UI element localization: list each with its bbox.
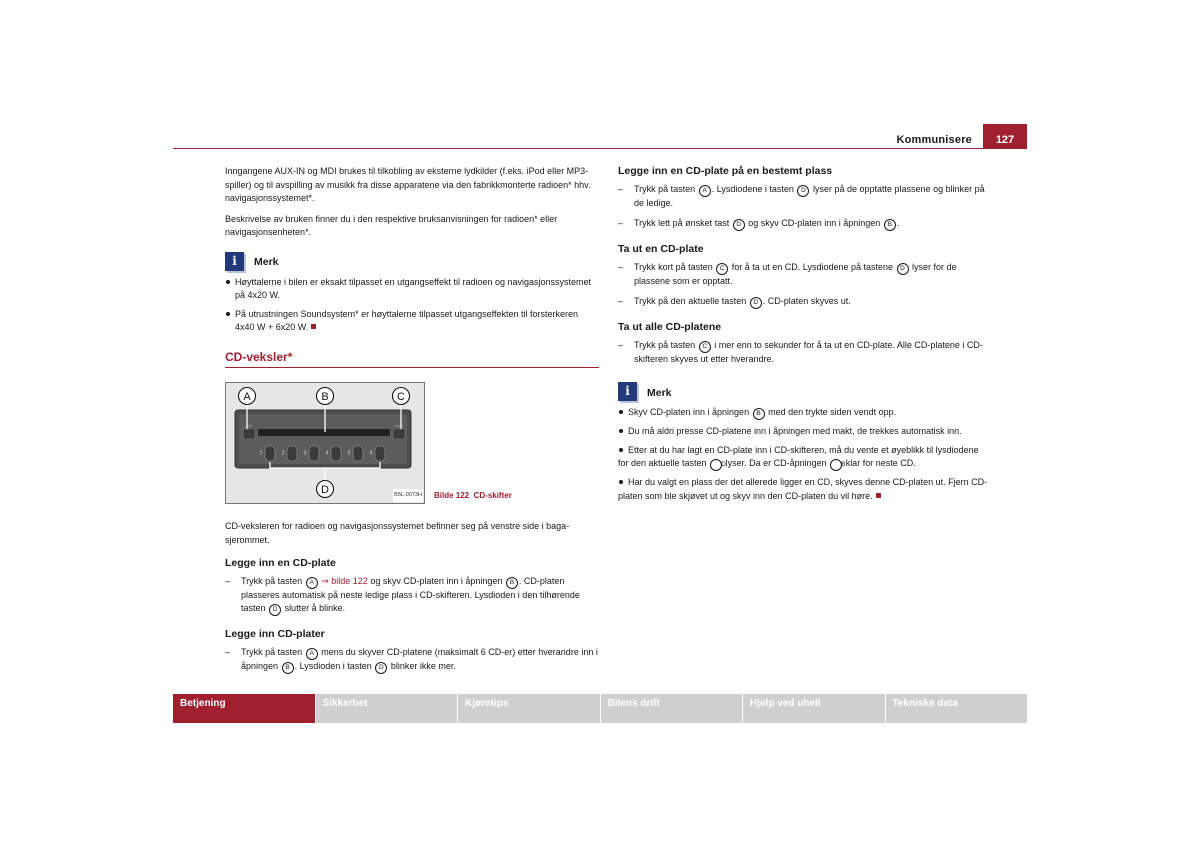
step-text: for å ta ut en CD. Lysdiodene på tastene [731, 261, 894, 272]
figure-block [225, 382, 599, 504]
step-text: mens du skyver CD-platene (maksimalt 6 CD-er) etter hverandre inn i åpningen [241, 646, 598, 671]
step-item [618, 261, 988, 289]
cd-changer-illustration [225, 382, 425, 504]
slot-number: 2 [281, 450, 285, 457]
figure-caption-text: CD-skifter [473, 490, 512, 500]
slot-number: 1 [259, 450, 263, 457]
note-item: Høyttalerne i bilen er eksakt tilpasset en utgangseffekt til radioen og navigasjonssystemet på 4x20 W. [225, 276, 599, 303]
cd-changer-figure [225, 382, 425, 504]
step-text: Trykk på tasten [241, 646, 303, 657]
figure-link[interactable]: ⇒ bilde 122 [321, 575, 368, 586]
chapter-nav [173, 694, 1027, 723]
key-ref: D [797, 185, 809, 197]
nav-tab[interactable]: Tekniske data [886, 694, 1028, 723]
heading-insert-multiple: Legge inn CD-plater [225, 628, 325, 640]
step-text: og skyv CD-platen inn i åpningen [370, 575, 503, 586]
key-ref: D [750, 297, 762, 309]
right-column [618, 165, 988, 508]
note-heading [225, 252, 599, 271]
key-ref: B [753, 408, 765, 420]
step-item [618, 295, 988, 309]
step-text: . Lysdioden i tasten [294, 660, 372, 671]
note-item-text: klar for neste CD. [845, 458, 916, 468]
step-text: lyser for de plassene som er opptatt. [634, 261, 957, 286]
key-ref: B [884, 219, 896, 231]
step-text: Trykk på den aktuelle tasten [634, 296, 747, 306]
nav-tab[interactable]: Hjelp ved uhell [743, 694, 885, 723]
step-item [225, 575, 599, 617]
callout-label: B [321, 391, 329, 403]
info-icon: i [618, 382, 637, 401]
slot-number: 3 [303, 450, 307, 457]
callout-label: C [397, 391, 405, 403]
note-item-text: med den trykte siden vendt opp. [768, 407, 897, 417]
step-text: slutter å blinke. [284, 603, 346, 613]
step-text: lyser på de opptatte plassene og blinker på de ledige. [634, 183, 985, 208]
step-text: . CD-platen skyves ut. [762, 296, 851, 306]
slot-number: 6 [369, 450, 373, 457]
note-item: Du må aldri presse CD-platene inn i åpningen med makt, de trekkes automatisk inn. [618, 425, 988, 439]
note-item-text: På utrustningen Soundsystem* er høyttalerne tilpasset utgangseffekten til forsterkeren 4x40 W + 6x20 W. [235, 308, 579, 332]
eject-label: EJECT [395, 425, 403, 428]
step-item [225, 646, 599, 674]
heading-specific-slot: Legge inn en CD-plate på en bestemt plass [618, 165, 833, 177]
nav-tab[interactable]: Kjøretips [458, 694, 600, 723]
figure-caption-label: Bilde 122 [434, 490, 470, 500]
callout-label: D [321, 484, 329, 496]
section-title: CD-veksler* [225, 351, 599, 369]
note-label: Merk [647, 386, 672, 399]
end-marker-icon [876, 493, 881, 498]
end-marker-icon [311, 324, 316, 329]
note-item [618, 444, 988, 472]
step-text: Trykk kort på tasten [634, 261, 713, 272]
step-text: . CD-platen plasseres automatisk på neste ledige plass i CD-skifteren. Lysdioden i den tilhørende tasten [241, 575, 580, 613]
step-item [618, 183, 988, 211]
step-text: i mer enn to sekunder for å ta ut en CD-plate. Alle CD-platene i CD-skifteren skyves ut etter hverandre. [634, 339, 983, 364]
key-ref: B [282, 662, 294, 674]
intro-paragraph-2: Beskrivelse av bruken finner du i den respektive bruksanvisningen for radioen* eller navigasjonsenheten*. [225, 213, 558, 237]
intro-paragraph-1: Inngangene AUX-IN og MDI brukes til tilkobling av eksterne lydkilder (f.eks. iPod eller MP3-spiller) og til avspilling av musikk fra disse apparatene via den fabrikkmonterte radioen* hhv. navigasjonssystemet*. [225, 166, 591, 203]
page-number: 127 [983, 124, 1027, 149]
note-heading [618, 382, 988, 401]
figure-code: B5L-0073H [393, 489, 423, 503]
key-ref: B [506, 577, 518, 589]
slot-number: 5 [347, 450, 351, 457]
note-label: Merk [254, 256, 279, 269]
note-item [618, 406, 988, 420]
info-icon: i [225, 252, 244, 271]
header-rule [173, 148, 983, 149]
key-ref: C [716, 263, 728, 275]
key-ref: A [699, 185, 711, 197]
heading-insert-one: Legge inn en CD-plate [225, 557, 336, 569]
note-item [225, 308, 599, 335]
key-ref: D [733, 219, 745, 231]
step-item [618, 339, 988, 367]
key-ref: D [897, 263, 909, 275]
key-ref: D [269, 604, 281, 616]
heading-eject-all: Ta ut alle CD-platene [618, 321, 722, 333]
step-text: Trykk på tasten [634, 339, 696, 350]
note-item-text: Etter at du har lagt en CD-plate inn i CD-skifteren, må du vente et øyeblikk til lysdiodene for den aktuelle tasten [618, 444, 979, 468]
step-text: og skyv CD-platen inn i åpningen [748, 218, 881, 228]
key-ref: D [375, 662, 387, 674]
note-item [618, 476, 988, 503]
key-ref: A [306, 648, 318, 660]
step-text: Trykk på tasten [241, 575, 303, 586]
load-label: LOAD [245, 425, 253, 428]
heading-eject-one: Ta ut en CD-plate [618, 243, 704, 255]
note-item-text: Skyv CD-platen inn i åpningen [628, 407, 750, 417]
step-text: Trykk lett på ønsket tast [634, 218, 730, 228]
callout-label: A [243, 391, 251, 403]
step-text: blinker ikke mer. [390, 660, 456, 671]
step-text: . Lysdiodene i tasten [711, 183, 794, 194]
description-paragraph: CD-veksleren for radioen og navigasjonssystemet befinner seg på venstre side i bagasjerommet. [225, 521, 570, 545]
step-text: . [896, 218, 900, 228]
nav-tab[interactable]: Bilens drift [601, 694, 743, 723]
step-text: Trykk på tasten [634, 183, 696, 194]
figure-caption [434, 489, 512, 503]
note-item-text: Har du valgt en plass der det allerede ligger en CD, skyves denne CD-platen ut. Fjern CD-platen som ble skjøvet ut og skyv inn den CD-platen du vil høre. [618, 477, 988, 501]
nav-tab[interactable]: Betjening [173, 694, 315, 723]
step-item [618, 217, 988, 231]
key-ref: D [710, 459, 722, 471]
slot-number: 4 [325, 450, 329, 457]
chapter-title: Kommunisere [896, 134, 972, 146]
note-item-text: lyser. Da er CD-åpningen [725, 458, 827, 468]
key-ref: A [306, 577, 318, 589]
key-ref: B [830, 459, 842, 471]
key-ref: C [699, 341, 711, 353]
nav-tab[interactable]: Sikkerhet [316, 694, 458, 723]
left-column [225, 165, 599, 681]
